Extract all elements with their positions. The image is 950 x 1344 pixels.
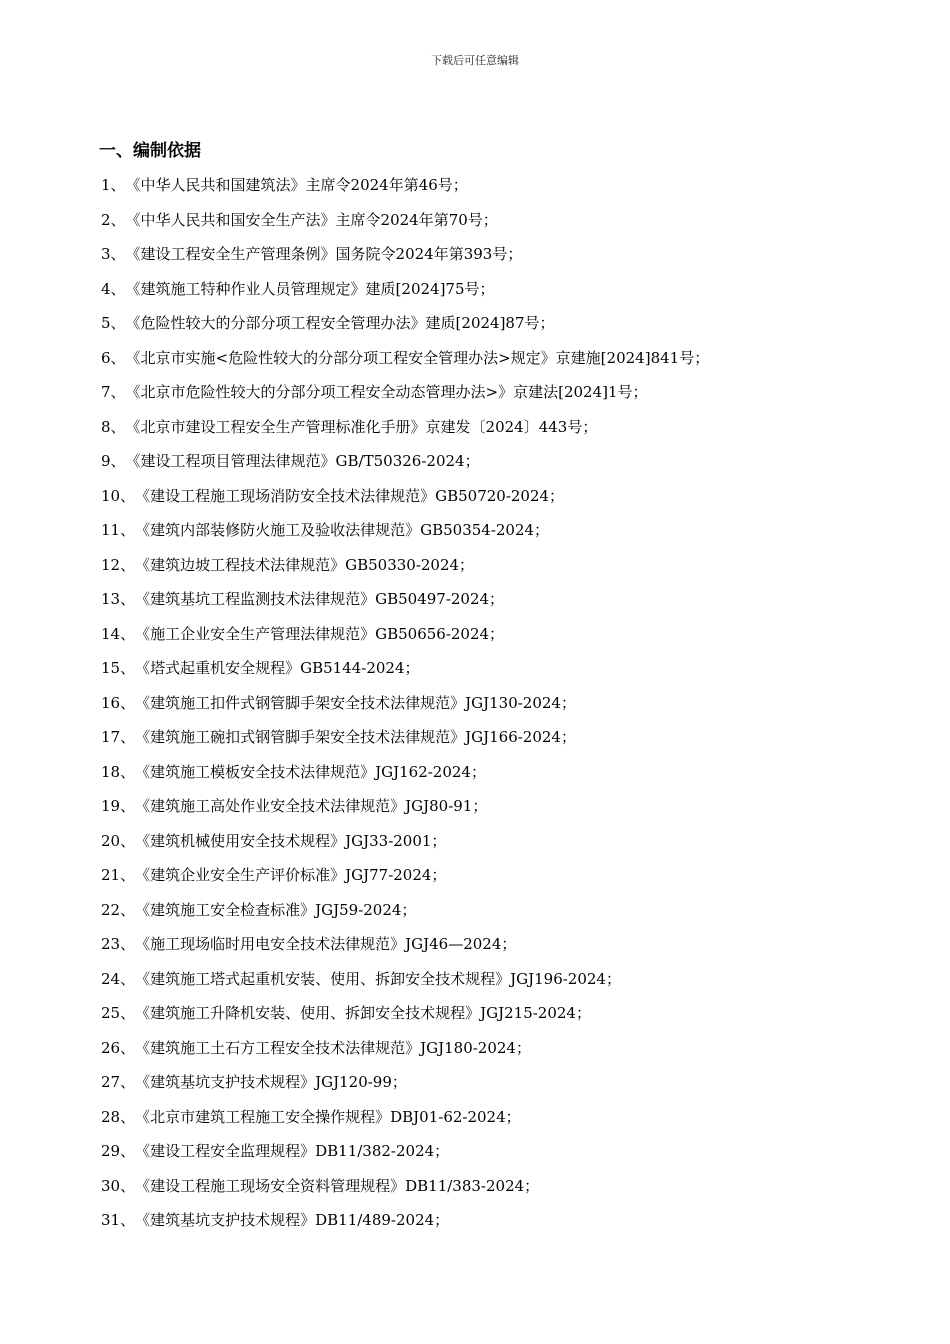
reference-number: 17、 <box>101 728 136 746</box>
reference-number: 15、 <box>101 659 136 677</box>
reference-text: 《危险性较大的分部分项工程安全管理办法》建质[2024]87号； <box>125 314 555 332</box>
reference-text: 《建设工程项目管理法律规范》GB/T50326-2024； <box>125 452 480 470</box>
reference-text: 《建筑内部装修防火施工及验收法律规范》GB50354-2024； <box>135 521 550 539</box>
reference-item <box>101 203 921 238</box>
reference-item <box>101 996 921 1031</box>
reference-item <box>101 513 921 548</box>
reference-text: 《建筑机械使用安全技术规程》JGJ33-2001； <box>135 831 447 850</box>
reference-item <box>101 893 921 928</box>
reference-text: 《建筑施工升降机安装、使用、拆卸安全技术规程》JGJ215-2024； <box>135 1004 591 1022</box>
reference-text: 《建筑施工碗扣式钢管脚手架安全技术法律规范》JGJ166-2024； <box>135 728 576 746</box>
reference-number: 10、 <box>101 486 136 505</box>
reference-number: 5、 <box>101 314 126 332</box>
reference-item <box>101 720 921 755</box>
reference-item <box>101 410 921 445</box>
reference-item <box>101 1031 921 1066</box>
reference-text: 《塔式起重机安全规程》GB5144-2024； <box>135 659 420 677</box>
reference-number: 19、 <box>101 797 136 815</box>
reference-text: 《建筑企业安全生产评价标准》JGJ77-2024； <box>135 866 447 884</box>
reference-number: 27、 <box>101 1073 136 1091</box>
reference-number: 8、 <box>101 417 126 436</box>
reference-item <box>101 651 921 686</box>
reference-number: 4、 <box>101 279 126 298</box>
reference-number: 26、 <box>101 1038 136 1057</box>
reference-text: 《北京市实施<危险性较大的分部分项工程安全管理办法>规定》京建施[2024]841号； <box>125 348 710 367</box>
reference-text: 《北京市建筑工程施工安全操作规程》DBJ01-62-2024； <box>135 1107 521 1126</box>
reference-item <box>101 444 921 479</box>
page-header: 下载后可任意编辑 <box>431 54 519 67</box>
reference-number: 25、 <box>101 1004 136 1022</box>
reference-item <box>101 1100 921 1135</box>
reference-text: 《建筑基坑工程监测技术法律规范》GB50497-2024； <box>135 590 505 608</box>
reference-number: 20、 <box>101 831 136 850</box>
document-body <box>101 134 921 1238</box>
reference-item <box>101 306 921 341</box>
reference-item <box>101 1203 921 1238</box>
reference-text: 《建筑施工扣件式钢管脚手架安全技术法律规范》JGJ130-2024； <box>135 693 576 712</box>
reference-number: 13、 <box>101 590 136 608</box>
reference-item <box>101 237 921 272</box>
reference-number: 31、 <box>101 1211 136 1229</box>
reference-text: 《建筑施工土石方工程安全技术法律规范》JGJ180-2024； <box>135 1038 531 1057</box>
reference-item <box>101 479 921 514</box>
reference-text: 《北京市危险性较大的分部分项工程安全动态管理办法>》京建法[2024]1号； <box>125 383 648 401</box>
reference-number: 1、 <box>101 176 126 194</box>
reference-item <box>101 962 921 997</box>
reference-text: 《北京市建设工程安全生产管理标准化手册》京建发〔2024〕443号； <box>125 417 598 436</box>
reference-text: 《施工企业安全生产管理法律规范》GB50656-2024； <box>135 624 505 643</box>
reference-number: 3、 <box>101 245 126 263</box>
reference-text: 《中华人民共和国建筑法》主席令2024年第46号； <box>125 176 468 194</box>
reference-item <box>101 582 921 617</box>
reference-number: 21、 <box>101 866 136 884</box>
reference-number: 22、 <box>101 900 136 919</box>
reference-number: 12、 <box>101 555 136 574</box>
reference-item <box>101 1134 921 1169</box>
reference-item <box>101 686 921 721</box>
reference-number: 28、 <box>101 1107 136 1126</box>
reference-text: 《建筑边坡工程技术法律规范》GB50330-2024； <box>135 555 475 574</box>
reference-number: 16、 <box>101 693 136 712</box>
reference-number: 7、 <box>101 383 126 401</box>
reference-text: 《建设工程安全生产管理条例》国务院令2024年第393号； <box>125 245 523 263</box>
reference-item <box>101 617 921 652</box>
reference-text: 《建筑施工塔式起重机安装、使用、拆卸安全技术规程》JGJ196-2024； <box>135 969 621 988</box>
reference-number: 2、 <box>101 210 126 229</box>
reference-item <box>101 548 921 583</box>
reference-number: 30、 <box>101 1176 136 1195</box>
reference-number: 29、 <box>101 1142 136 1160</box>
reference-number: 9、 <box>101 452 126 470</box>
reference-item <box>101 341 921 376</box>
reference-number: 24、 <box>101 969 136 988</box>
reference-item <box>101 927 921 962</box>
reference-item <box>101 272 921 307</box>
reference-item <box>101 168 921 203</box>
reference-text: 《施工现场临时用电安全技术法律规范》JGJ46—2024； <box>135 935 517 953</box>
reference-number: 14、 <box>101 624 136 643</box>
reference-list <box>101 168 921 1238</box>
reference-number: 11、 <box>101 521 136 539</box>
reference-item <box>101 1169 921 1204</box>
reference-number: 23、 <box>101 935 136 953</box>
reference-text: 《建筑施工特种作业人员管理规定》建质[2024]75号； <box>125 279 495 298</box>
reference-text: 《建筑施工安全检查标准》JGJ59-2024； <box>135 900 417 919</box>
reference-item <box>101 858 921 893</box>
reference-text: 《建筑施工高处作业安全技术法律规范》JGJ80-91； <box>135 797 488 815</box>
reference-item <box>101 824 921 859</box>
reference-text: 《建设工程施工现场安全资料管理规程》DB11/383-2024； <box>135 1176 540 1195</box>
reference-item <box>101 375 921 410</box>
reference-item <box>101 755 921 790</box>
section-title: 一、编制依据 <box>99 141 201 161</box>
reference-text: 《建筑基坑支护技术规程》DB11/489-2024； <box>135 1211 450 1229</box>
reference-number: 6、 <box>101 348 126 367</box>
reference-item <box>101 1065 921 1100</box>
reference-text: 《建筑施工模板安全技术法律规范》JGJ162-2024； <box>135 762 486 781</box>
reference-text: 《建筑基坑支护技术规程》JGJ120-99； <box>135 1073 407 1091</box>
reference-text: 《建设工程安全监理规程》DB11/382-2024； <box>135 1142 450 1160</box>
reference-text: 《中华人民共和国安全生产法》主席令2024年第70号； <box>125 210 498 229</box>
reference-text: 《建设工程施工现场消防安全技术法律规范》GB50720-2024； <box>135 486 565 505</box>
reference-number: 18、 <box>101 762 136 781</box>
reference-item <box>101 789 921 824</box>
